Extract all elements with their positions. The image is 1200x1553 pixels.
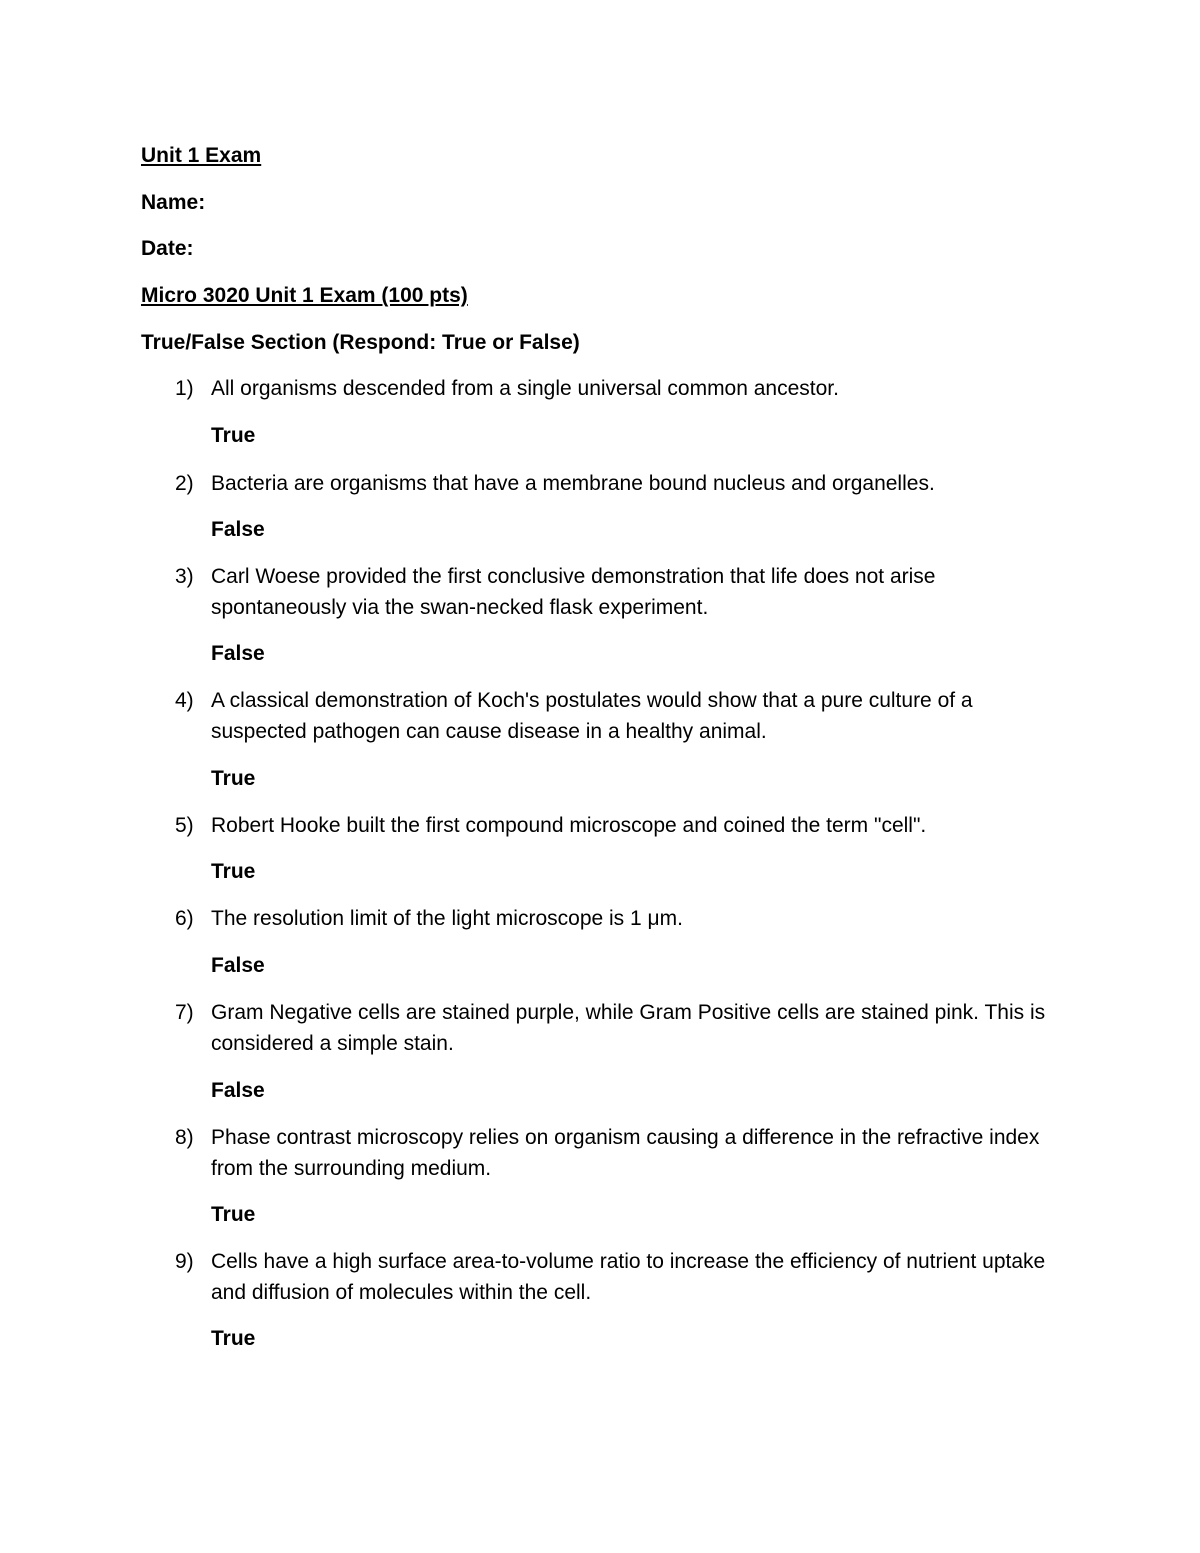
question-text: All organisms descended from a single universal common ancestor. [211, 377, 839, 400]
document-title: Unit 1 Exam [141, 144, 262, 167]
question-number: 3) [175, 565, 194, 588]
question-number: 6) [175, 907, 194, 930]
section-title: True/False Section (Respond: True or False) [141, 331, 580, 354]
question-number: 5) [175, 814, 194, 837]
question-number: 1) [175, 377, 194, 400]
question-answer: True [211, 1203, 256, 1226]
question-answer: True [211, 860, 256, 883]
question-number: 8) [175, 1126, 194, 1149]
question-text: Phase contrast microscopy relies on organism causing a difference in the refractive index from the surrounding medium. [211, 1126, 1040, 1180]
question-text: Cells have a high surface area-to-volume ratio to increase the efficiency of nutrient uptake and diffusion of molecules within the cell. [211, 1250, 1046, 1304]
question-text: The resolution limit of the light microscope is 1 μm. [211, 907, 683, 930]
question-text: Gram Negative cells are stained purple, while Gram Positive cells are stained pink. This is considered a simple stain. [211, 1001, 1046, 1055]
question-text: A classical demonstration of Koch's postulates would show that a pure culture of a suspected pathogen can cause disease in a healthy animal. [211, 689, 973, 743]
question-answer: False [211, 518, 265, 541]
exam-title: Micro 3020 Unit 1 Exam (100 pts) [141, 284, 468, 307]
date-label: Date: [141, 237, 194, 260]
question-text: Carl Woese provided the first conclusive demonstration that life does not arise spontaneously via the swan-necked flask experiment. [211, 565, 936, 619]
question-answer: False [211, 1079, 265, 1102]
question-answer: True [211, 767, 256, 790]
question-number: 2) [175, 472, 194, 495]
question-answer: True [211, 424, 256, 447]
name-label: Name: [141, 191, 206, 214]
question-number: 7) [175, 1001, 194, 1024]
question-answer: False [211, 642, 265, 665]
question-answer: True [211, 1327, 256, 1350]
question-text: Robert Hooke built the first compound microscope and coined the term "cell". [211, 814, 927, 837]
question-number: 9) [175, 1250, 194, 1273]
question-number: 4) [175, 689, 194, 712]
question-text: Bacteria are organisms that have a membrane bound nucleus and organelles. [211, 472, 935, 495]
question-answer: False [211, 954, 265, 977]
